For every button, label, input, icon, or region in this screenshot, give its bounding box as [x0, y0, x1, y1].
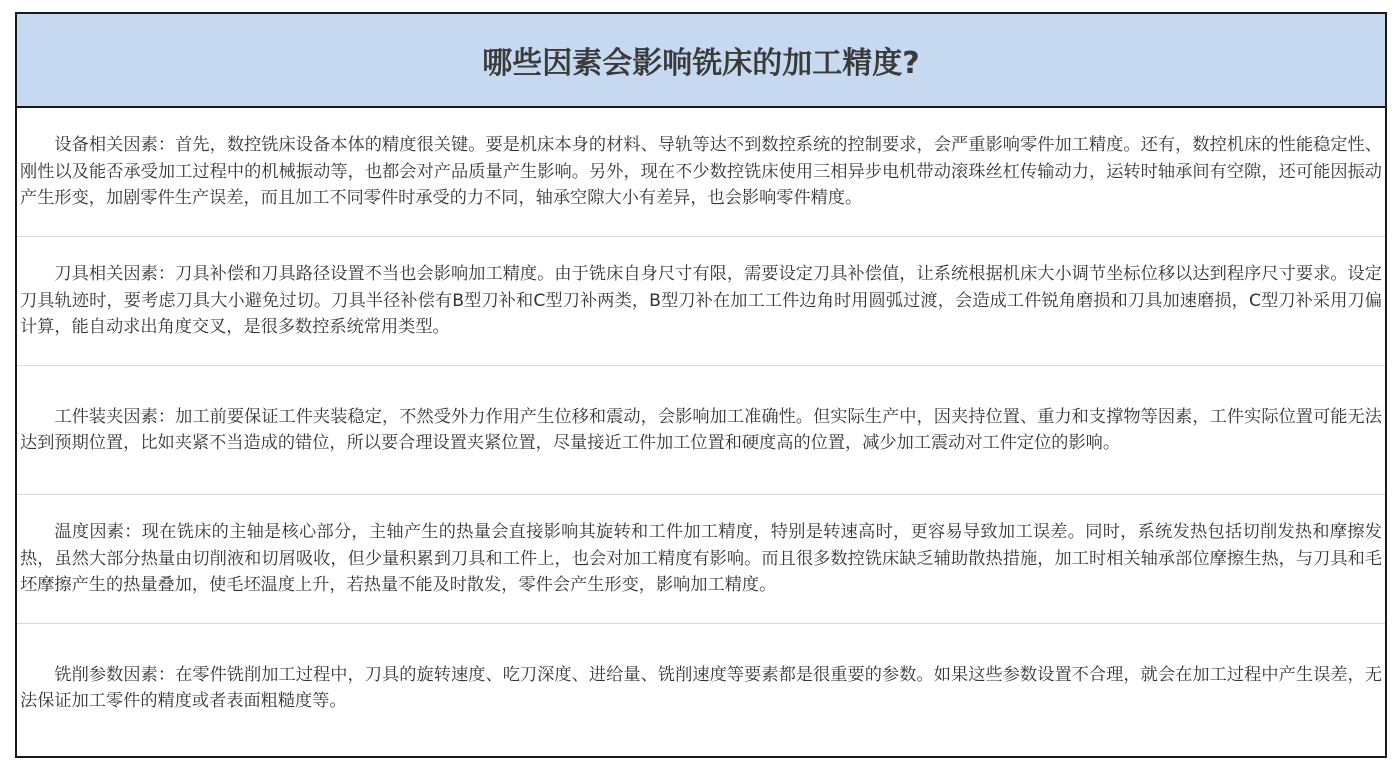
section-text-temperature: 温度因素：现在铣床的主轴是核心部分，主轴产生的热量会直接影响其旋转和工件加工精度，特别是转速高时，更容易导致加工误差。同时，系统发热包括切削发热和摩擦发热，虽然大部分热量由切削液和切屑吸收，但少量积累到刀具和工件上，也会对加工精度有影响。而且很多数控铣床缺乏辅助散热措施，加工时相关轴承部位摩擦生热，与刀具和毛坯摩擦产生的热量叠加，使毛坯温度上升，若热量不能及时散发，零件会产生形变，影响加工精度。	[20, 522, 1382, 596]
section-temperature	[17, 495, 1385, 624]
section-text-workpiece-clamping: 工件装夹因素：加工前要保证工件夹装稳定，不然受外力作用产生位移和震动，会影响加工准确性。但实际生产中，因夹持位置、重力和支撑物等因素，工件实际位置可能无法达到预期位置，比如夹紧不当造成的错位，所以要合理设置夹紧位置，尽量接近工件加工位置和硬度高的位置，减少加工震动对工件定位的影响。	[20, 406, 1382, 453]
section-tool	[17, 237, 1385, 366]
section-text-tool: 刀具相关因素：刀具补偿和刀具路径设置不当也会影响加工精度。由于铣床自身尺寸有限，需要设定刀具补偿值，让系统根据机床大小调节坐标位移以达到程序尺寸要求。设定刀具轨迹时，要考虑刀具大小避免过切。刀具半径补偿有B型刀补和C型刀补两类，B型刀补在加工工件边角时用圆弧过渡，会造成工件锐角磨损和刀具加速磨损，C型刀补采用刀偏计算，能自动求出角度交叉，是很多数控系统常用类型。	[20, 264, 1382, 338]
section-text-milling-parameters: 铣削参数因素：在零件铣削加工过程中，刀具的旋转速度、吃刀深度、进给量、铣削速度等要素都是很重要的参数。如果这些参数设置不合理，就会在加工过程中产生误差，无法保证加工零件的精度或者表面粗糙度等。	[20, 664, 1382, 711]
title-header	[17, 14, 1385, 108]
section-equipment	[17, 108, 1385, 237]
page-title: 哪些因素会影响铣床的加工精度?	[482, 46, 920, 81]
section-workpiece-clamping	[17, 366, 1385, 495]
section-text-equipment: 设备相关因素：首先，数控铣床设备本体的精度很关键。要是机床本身的材料、导轨等达不到数控系统的控制要求，会严重影响零件加工精度。还有，数控机床的性能稳定性、刚性以及能否承受加工过程中的机械振动等，也都会对产品质量产生影响。另外，现在不少数控铣床使用三相异步电机带动滚珠丝杠传输动力，运转时轴承间有空隙，还可能因振动产生形变，加剧零件生产误差，而且加工不同零件时承受的力不同，轴承空隙大小有差异，也会影响零件精度。	[20, 135, 1382, 209]
document-frame	[15, 12, 1387, 758]
section-milling-parameters	[17, 624, 1385, 752]
